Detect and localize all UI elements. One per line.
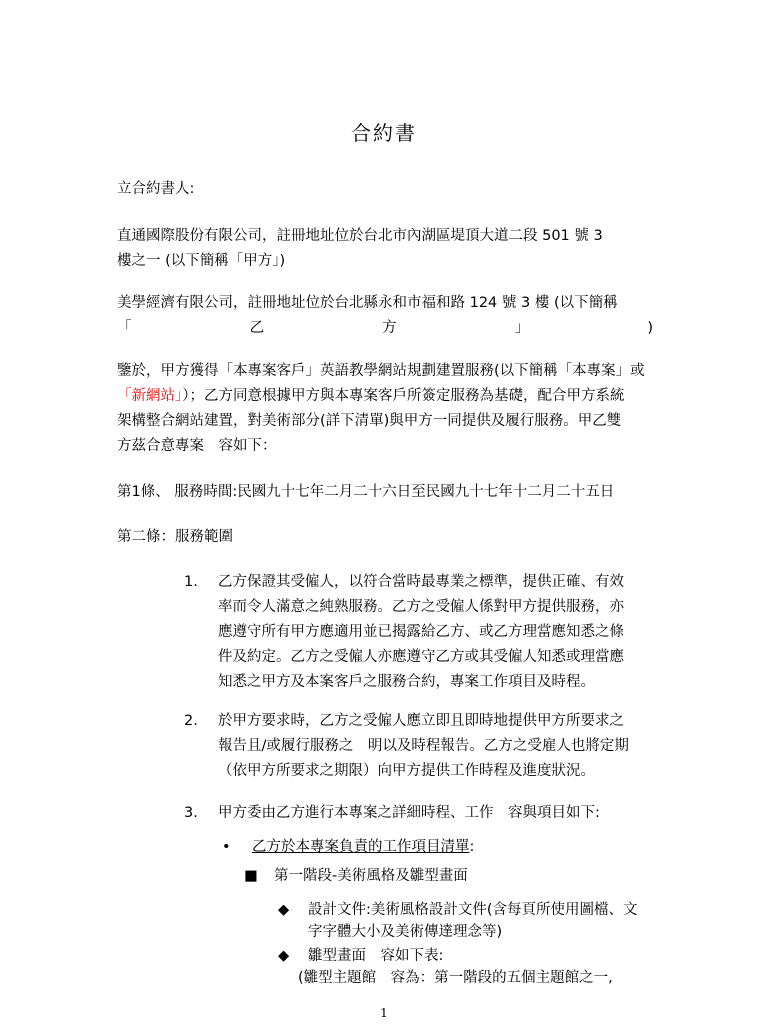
party-b-bracket-open: 「 [117, 320, 132, 336]
party-b-char: 乙 [249, 320, 265, 336]
list-item-line: （依甲方所要求之期限）向甲方提供工作時程及進度狀況。 [218, 763, 595, 779]
page-number: 1 [380, 1006, 388, 1020]
party-b-paragraph [117, 291, 653, 341]
bullet-design-doc [278, 899, 678, 943]
bullet-phase-one [244, 865, 468, 887]
prototype-line: 雛型畫面 容如下表: [308, 948, 444, 964]
list-item [186, 801, 656, 826]
party-a-line: 樓之一 (以下簡稱「甲方」) [117, 253, 286, 269]
list-item-line: 應遵守所有甲方應適用並已揭露給乙方、或乙方理當應知悉之條 [218, 624, 624, 640]
list-item [186, 570, 656, 695]
list-item-line: 件及約定。乙方之受僱人亦應遵守乙方或其受僱人知悉或理當應 [218, 649, 624, 665]
party-b-line: 美學經濟有限公司，註冊地址位於台北縣永和市福和路 124 號 3 樓 (以下簡稱 [117, 295, 618, 311]
new-site-highlight: 「新網站」 [117, 388, 183, 404]
list-item-number: 3. [184, 805, 198, 821]
party-b-paren-close: ) [647, 320, 653, 336]
bullet-heading-colon: : [469, 839, 475, 855]
bullet-heading: 乙方於本專案負責的工作項目清單 [252, 839, 470, 855]
bullet-dot-icon: • [222, 839, 231, 855]
list-item-line: 率而令人滿意之純熟服務。乙方之受僱人係對甲方提供服務，亦 [218, 599, 624, 615]
preamble-line [117, 384, 653, 409]
list-item-line: 知悉之甲方及本案客戶之服務合約，專案工作項目及時程。 [218, 674, 595, 690]
article-1: 第1條、 服務時間:民國九十七年二月二十六日至民國九十七年十二月二十五日 [117, 484, 615, 500]
list-item-body [218, 801, 656, 826]
article-2-heading: 第二條：服務範圍 [117, 529, 233, 545]
party-a-paragraph [117, 224, 653, 274]
party-b-bracket-close: 」 [514, 320, 530, 336]
list-item-number: 2. [184, 713, 198, 729]
bullet-work-items [222, 836, 474, 858]
list-item-number: 1. [184, 574, 198, 590]
party-b-char: 方 [382, 320, 397, 336]
diamond-bullet-icon: ◆ [278, 902, 290, 918]
preamble-line: 方茲合意專案 容如下： [117, 438, 277, 454]
design-doc-line: 設計文件:美術風格設計文件(含每頁所使用圖檔、文 [308, 902, 638, 918]
document-title: 合約書 [351, 121, 417, 145]
preamble-line: 鑒於，甲方獲得「本專案客戶」英語教學網站規劃建置服務(以下簡稱「本專案」或 [117, 363, 645, 379]
party-b-line-spread [117, 316, 653, 341]
list-item-line: 甲方委由乙方進行本專案之詳細時程、工作 容與項目如下: [218, 805, 600, 821]
diamond-bullet-icon: ◆ [278, 948, 290, 964]
list-item-body [218, 709, 656, 784]
preamble-line: 架構整合網站建置，對美術部分(詳下清單)與甲方一同提供及履行服務。甲乙雙 [117, 413, 622, 429]
design-doc-line: 字字體大小及美術傳達理念等) [308, 924, 503, 940]
party-a-line: 直通國際股份有限公司，註冊地址位於台北市內湖區堤頂大道二段 501 號 3 [117, 228, 603, 244]
preamble-line-rest: ）；乙方同意根據甲方與本專案客戶所簽定服務為基礎，配合甲方系統 [182, 388, 625, 404]
square-bullet-icon: ■ [244, 868, 258, 884]
list-item-body [218, 570, 656, 695]
phase-one-label: 第一階段-美術風格及雛型畫面 [274, 868, 468, 884]
prototype-line: (雛型主題館 容為：第一階段的五個主題館之一, [298, 970, 613, 986]
bullet-prototype [278, 945, 678, 989]
preamble-paragraph [117, 359, 653, 459]
list-item [186, 709, 656, 784]
list-item-line: 於甲方要求時，乙方之受僱人應立即且即時地提供甲方所要求之 [218, 713, 624, 729]
list-item-line: 乙方保證其受僱人，以符合當時最專業之標準，提供正確、有效 [218, 574, 624, 590]
list-item-line: 報告且/或履行服務之 明以及時程報告。乙方之受雇人也將定期 [218, 738, 629, 754]
party-header: 立合約書人: [117, 181, 195, 197]
